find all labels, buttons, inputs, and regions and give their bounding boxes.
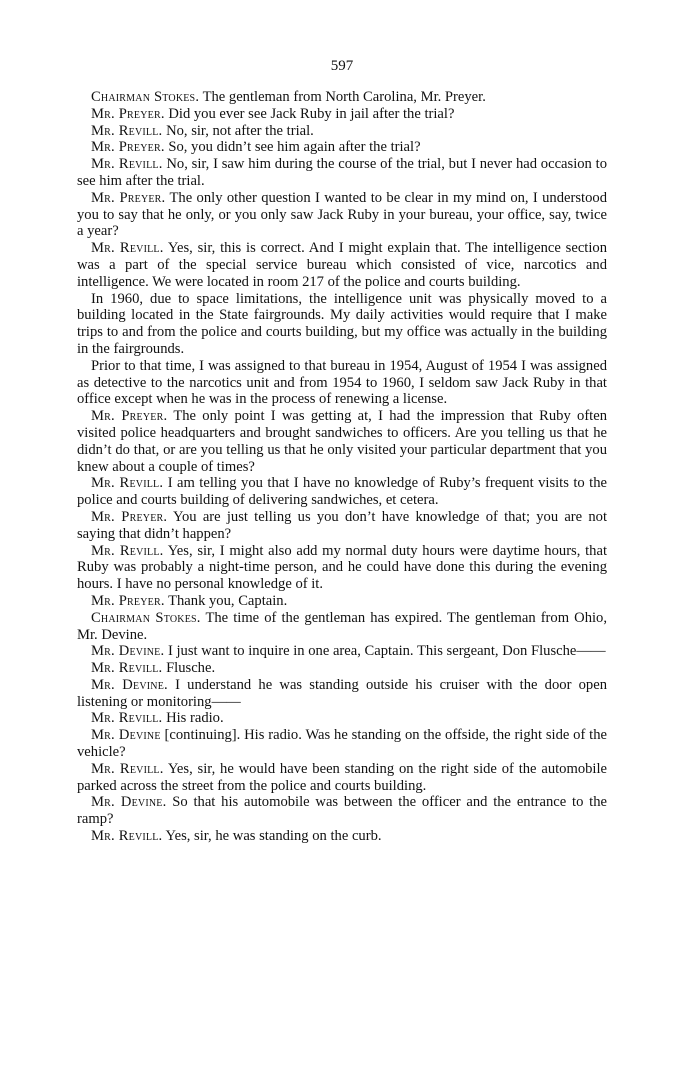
speaker-name: Mr. Preyer. [91, 105, 165, 122]
transcript-paragraph [77, 660, 607, 677]
transcript-paragraph [77, 240, 607, 290]
statement-text: You are just telling us you don’t have knowledge of that; you are not saying that didn’t happen? [77, 508, 608, 542]
statement-text: [continuing]. His radio. Was he standing on the offside, the right side of the vehicle? [77, 727, 607, 761]
transcript-paragraph [77, 139, 607, 156]
transcript-paragraph [77, 123, 607, 140]
transcript-paragraph [77, 543, 607, 593]
statement-text: Yes, sir, he was standing on the curb. [165, 828, 382, 845]
statement-text: Did you ever see Jack Ruby in jail after the trial? [168, 105, 455, 122]
speaker-name: Mr. Revill. [91, 710, 163, 727]
statement-text: No, sir, I saw him during the course of the trial, but I never had occasion to see him after the trial. [77, 156, 608, 189]
speaker-name: Mr. Preyer. [91, 508, 168, 525]
transcript-paragraph [77, 156, 607, 190]
statement-text: No, sir, not after the trial. [166, 122, 314, 139]
statement-text: Yes, sir, I might also add my normal duty hours were daytime hours, that Ruby was probably a night-time person, and he could have done this during the evening hours. I have no personal knowledge of it. [77, 542, 608, 593]
speaker-name: Mr. Revill. [91, 760, 164, 777]
statement-text: Yes, sir, this is correct. And I might explain that. The intelligence section was a part of the special service bureau which consisted of vice, narcotics and intelligence. We were located in room 217 of the police and courts building. [77, 240, 607, 290]
statement-text: I understand he was standing outside his cruiser with the door open listening or monitoring—— [77, 676, 608, 710]
speaker-name: Mr. Revill. [91, 660, 163, 677]
transcript-paragraph [77, 408, 607, 475]
speaker-name: Mr. Preyer. [91, 408, 168, 425]
transcript-paragraph [77, 509, 607, 543]
statement-text: Thank you, Captain. [168, 592, 288, 609]
statement-text: The only point I was getting at, I had the impression that Ruby often visited police headquarters and brought sandwiches to officers. Are you telling us that he didn’t do that, or are you telling us that he only visited your particular department that you knew about a couple of times? [77, 408, 608, 475]
transcript-paragraph [77, 89, 607, 106]
statement-text: Prior to that time, I was assigned to that bureau in 1954, August of 1954 I was assigned as detective to the narcotics unit and from 1954 to 1960, I seldom saw Jack Ruby in that office except when he was in the process of renewing a license. [77, 357, 607, 408]
transcript-paragraph [77, 677, 607, 711]
speaker-name: Mr. Preyer. [91, 139, 165, 156]
transcript-paragraph [77, 593, 607, 610]
statement-text: I am telling you that I have no knowledge of Ruby’s frequent visits to the police and courts building of delivering sandwiches, et cetera. [77, 475, 608, 509]
speaker-name: Mr. Devine. [91, 794, 167, 811]
speaker-name: Mr. Revill. [91, 122, 163, 139]
statement-text: Flusche. [166, 660, 216, 677]
speaker-name: Chairman Stokes. [91, 609, 201, 626]
statement-text: The gentleman from North Carolina, Mr. Preyer. [202, 89, 486, 105]
transcript-paragraph [77, 761, 607, 795]
speaker-name: Mr. Preyer. [91, 189, 166, 206]
transcript-paragraph [77, 727, 607, 761]
statement-text: The only other question I wanted to be clear in my mind on, I understood you to say that he only, or you only saw Jack Ruby in your bureau, your office, say, twice a year? [77, 189, 607, 240]
speaker-name: Mr. Revill. [91, 475, 164, 492]
statement-text: The time of the gentleman has expired. The gentleman from Ohio, Mr. Devine. [77, 609, 607, 643]
speaker-name: Mr. Devine. [91, 643, 165, 660]
transcript-paragraph [77, 190, 607, 240]
speaker-name: Chairman Stokes. [91, 89, 200, 105]
transcript-paragraph [77, 106, 607, 123]
speaker-name: Mr. Preyer. [91, 592, 165, 609]
transcript-paragraph [77, 358, 607, 408]
transcript-paragraph [77, 643, 607, 660]
statement-text: So, you didn’t see him again after the trial? [168, 139, 421, 156]
statement-text: So that his automobile was between the officer and the entrance to the ramp? [77, 794, 607, 828]
speaker-name: Mr. Revill. [91, 828, 163, 845]
statement-text: Yes, sir, he would have been standing on the right side of the automobile parked across the street from the police and courts building. [77, 760, 607, 794]
speaker-name: Mr. Revill. [91, 542, 164, 559]
transcript-paragraph [77, 475, 607, 509]
statement-text: I just want to inquire in one area, Captain. This sergeant, Don Flusche—— [167, 643, 606, 660]
transcript-paragraph [77, 794, 607, 828]
transcript-paragraph [77, 291, 607, 358]
speaker-name: Mr. Devine [91, 727, 161, 744]
speaker-name: Mr. Devine. [91, 676, 168, 693]
transcript-paragraph [77, 710, 607, 727]
transcript-paragraph [77, 828, 607, 845]
page-number: 597 [330, 58, 354, 74]
transcript-paragraph [77, 610, 607, 644]
speaker-name: Mr. Revill. [91, 156, 163, 173]
speaker-name: Mr. Revill. [91, 240, 164, 257]
transcript-body [77, 89, 607, 845]
statement-text: In 1960, due to space limitations, the intelligence unit was physically moved to a building located in the State fairgrounds. My daily activities would require that I make trips to and from the police and courts building, but my office was actually in the building in the fairgrounds. [77, 290, 607, 357]
statement-text: His radio. [166, 710, 224, 727]
